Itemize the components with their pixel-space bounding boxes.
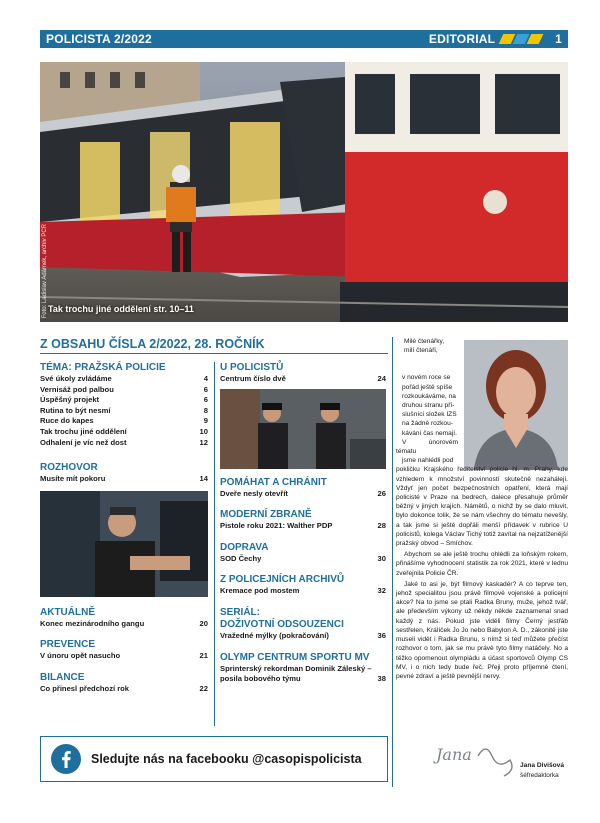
editorial-p3: Jaké to asi je, být filmový kaskadér? A co teprve ten, jehož specialitou jsou právě filmové vojenské a policejní akce? Na to jsme se ptali Radka Bruny, muže, jehož tvář, ale především výkony už někdy někde zaznamenal snad každý z nás. Pokud jste viděli filmy Černý jestřáb sestřelen, Králíček Jo Jo nebo Babylon A. D., zákonitě jste museli vidět i Radka Brunu, s nímž si teď můžete přečíst rozhovor o tom, jak se mu právě tyto filmy natáčely. No a těžko opomenout olympiádu a účast sportovců Olymp CS MV, i o nich tedy bude řeč. Přeji proto příjemné čtení, pevné zdraví a ještě pevnější nervy. — [396, 580, 568, 680]
facebook-text: Sledujte nás na facebooku @casopispolicista — [91, 752, 362, 766]
toc-item[interactable]: Odhalení je víc než dost 12 — [40, 437, 208, 447]
toc-item[interactable]: Konec mezinárodního gangu 20 — [40, 618, 208, 628]
editorial-text — [396, 337, 568, 681]
toc-item[interactable]: posila bobového týmu 38 — [220, 674, 386, 684]
toc-item[interactable]: Tak trochu jiné oddělení 10 — [40, 426, 208, 436]
header-right — [429, 32, 562, 46]
toc-item[interactable]: Dveře nesly otevřít 26 — [220, 488, 386, 498]
section-heading: Z POLICEJNÍCH ARCHIVŮ — [220, 574, 345, 586]
svg-text:Jana: Jana — [436, 745, 472, 764]
toc-item[interactable]: Musíte mít pokoru 14 — [40, 474, 208, 484]
toc-item[interactable]: Sprinterský rekordman Dominik Záleský – — [220, 663, 372, 673]
toc-divider — [40, 353, 388, 354]
editorial-divider — [392, 337, 393, 787]
photo-caption: Tak trochu jiné oddělení str. 10–11 — [48, 304, 194, 314]
photo-credit: Foto: Ladislav Adámek, archiv PČR — [42, 223, 48, 318]
section-heading: SERIÁL: — [220, 606, 260, 618]
facebook-box[interactable] — [40, 736, 388, 782]
toc-item[interactable]: V únoru opět nasucho 21 — [40, 651, 208, 661]
column-divider — [214, 362, 215, 726]
toc-item[interactable]: Centrum číslo dvě 24 — [220, 374, 386, 383]
section-heading: ROZHOVOR — [40, 462, 98, 474]
section-heading: DOPRAVA — [220, 541, 269, 553]
section-heading: U POLICISTŮ — [220, 362, 284, 373]
tram-illustration — [40, 62, 568, 322]
page-header — [40, 30, 568, 48]
toc-title: Z OBSAHU ČÍSLA 2/2022, 28. ROČNÍK — [40, 337, 265, 351]
section-heading: AKTUÁLNĚ — [40, 606, 95, 618]
page-number: 1 — [555, 32, 562, 46]
hero-photo — [40, 62, 568, 322]
interview-photo — [40, 491, 208, 597]
toc-item[interactable]: Ruce do kapes 9 — [40, 416, 208, 426]
toc-item[interactable]: Vražedné mýlky (pokračování) 36 — [220, 630, 386, 640]
stripes-decoration — [501, 34, 541, 44]
section-heading-2: DOŽIVOTNÍ ODSOUZENCI — [220, 618, 344, 630]
section-heading: BILANCE — [40, 671, 85, 683]
toc-item[interactable]: Kremace pod mostem 32 — [220, 586, 386, 596]
toc-item[interactable]: SOD Čechy 30 — [220, 553, 386, 563]
facebook-icon — [51, 744, 81, 774]
section-heading: OLYMP CENTRUM SPORTU MV — [220, 651, 370, 663]
section-heading: POMÁHAT A CHRÁNIT — [220, 476, 327, 488]
author-role: šéfredaktorka — [520, 772, 559, 779]
toc-item[interactable]: Své úkoly zvládáme 4 — [40, 374, 208, 383]
toc-right-column — [220, 362, 386, 685]
toc-item[interactable]: Úspěšný projekt 6 — [40, 395, 208, 405]
editorial-p1-start: v novém roce se pořád ještě spíše rozkoukáváme, na druhou stranu pří- slušníci složek IZS na žádné rozkou- kávání čas nemají. V únorovém tématu jsme nahlédli pod — [396, 374, 458, 465]
police-officers-photo — [220, 389, 386, 469]
toc-left-column — [40, 362, 208, 695]
toc-item[interactable]: Rutina to být nesmí 8 — [40, 405, 208, 415]
magazine-issue: POLICISTA 2/2022 — [46, 32, 152, 46]
section-heading: MODERNÍ ZBRANĚ — [220, 509, 312, 521]
editorial-p2: Abychom se ale ještě trochu ohlédli za loňským rokem, přinášíme vyhodnocení statistik za rok 2021, které v lednu zveřejnila Policie ČR. — [396, 551, 568, 577]
author-name: Jana Divišová — [520, 762, 564, 769]
editorial-p1-rest: pokličku Krajského ředitelství policie hl. m. Prahy, kde vzhledem k množství povinností skutečně nezahálejí. Vždyť jen počet bezpečnostních opatření, která mají policisté v Praze na bedrech, dalece přesahuje průměr běžný v jiných krajích. Námětů, o nichž by se dalo mluvit, bylo dokonce tolik, že se nám všechny do tématu nevešly, a tak jsme si ještě dopřáli menší přídavek v rubrice U policistů, kolega Václav Tichý totiž zavítal na nejzatíženější pražský obvod – Smíchov. — [396, 466, 568, 548]
section-label: EDITORIAL — [428, 32, 496, 46]
toc-item[interactable]: Vernisáž pod palbou 6 — [40, 384, 208, 394]
section-heading: TÉMA: PRAŽSKÁ POLICIE — [40, 362, 166, 373]
section-heading: PREVENCE — [40, 639, 96, 651]
toc-item[interactable]: Pistole roku 2021: Walther PDP 28 — [220, 521, 386, 531]
toc-item[interactable]: Co přinesl předchozí rok 22 — [40, 683, 208, 693]
editorial-greeting: Milé čtenářky, milí čtenáři, — [404, 338, 445, 355]
signature — [430, 736, 530, 786]
